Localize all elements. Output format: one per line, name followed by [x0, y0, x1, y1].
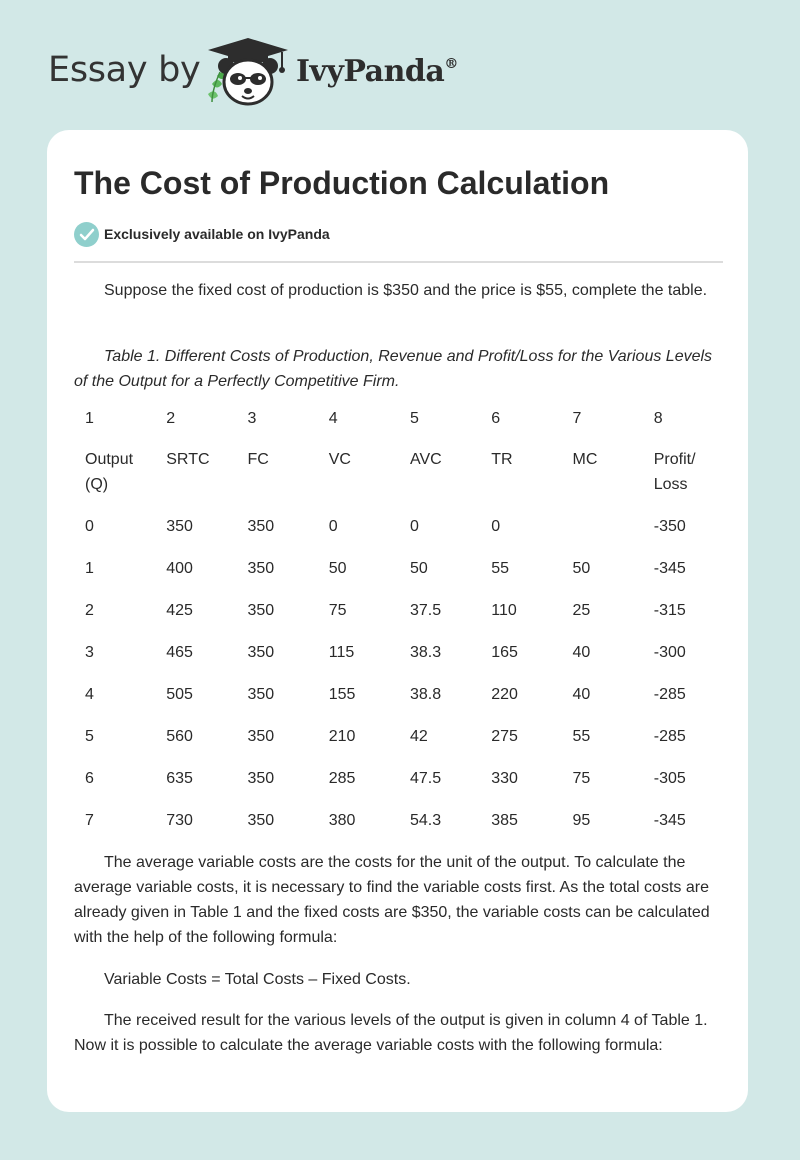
table-cell: 115 [328, 644, 355, 661]
table-cell: 330 [491, 770, 518, 787]
table-cell: 37.5 [410, 602, 442, 619]
table-cell: 5 [85, 728, 94, 745]
table-row [74, 640, 724, 682]
page-title: The Cost of Production Calculation [74, 165, 610, 201]
table-cell: 400 [166, 560, 193, 577]
table-cell: -345 [653, 812, 686, 829]
column-header: AVC [410, 451, 442, 468]
table-cell: 350 [247, 644, 275, 661]
table-cell: 4 [85, 686, 94, 703]
table-row [74, 808, 724, 850]
paragraph-avc-text: The average variable costs are the costs for the unit of the output. To calculate the average variable costs, it is necessary to find the variable costs first. As the total costs are already given in Table 1 and the fixed costs are $350, the variable costs can be calculated with the help of the following formula: [74, 854, 710, 946]
table-cell: 25 [572, 602, 591, 619]
table-cell: 0 [410, 518, 419, 535]
table-row [74, 766, 724, 808]
table-cell: 7 [85, 812, 94, 829]
table-cell: 38.3 [410, 644, 442, 661]
table-cell: 75 [572, 770, 591, 787]
formula-line [74, 967, 724, 992]
table-cell: 54.3 [410, 812, 442, 829]
table-cell: 350 [247, 686, 275, 703]
column-header: MC [572, 451, 598, 468]
table-cell: -345 [653, 560, 686, 577]
divider [74, 261, 723, 263]
table-cell: 210 [328, 728, 356, 745]
essay-by-label: Essay by [48, 50, 201, 90]
table-cell: 42 [410, 728, 428, 745]
formula-text: Variable Costs = Total Costs – Fixed Costs. [104, 971, 411, 988]
table-cell: 505 [166, 686, 193, 703]
table-cell: 0 [328, 518, 338, 535]
table-row [74, 682, 724, 724]
brand-text: IvyPanda [296, 54, 445, 89]
table-cell: 350 [247, 518, 275, 535]
column-header: SRTC [166, 451, 210, 468]
intro-text: Suppose the fixed cost of production is $350 and the price is $55, complete the table. [104, 282, 708, 299]
table-cell: 220 [491, 686, 518, 703]
table-cell: -285 [653, 686, 686, 703]
table-cell: 350 [166, 518, 193, 535]
table-cell: 0 [85, 518, 94, 535]
table-cell: 165 [491, 644, 518, 661]
site-header [48, 36, 508, 108]
table-cell: -315 [653, 602, 686, 619]
table-cell: 3 [85, 644, 94, 661]
table-cell: -285 [653, 728, 686, 745]
table-caption [74, 344, 724, 394]
table-cell: -300 [653, 644, 686, 661]
table-row [74, 514, 724, 556]
table-cell: 50 [572, 560, 591, 577]
column-number: 2 [166, 410, 176, 427]
column-header: VC [328, 451, 351, 468]
table-cell: 55 [572, 728, 591, 745]
table-cell: 425 [166, 602, 193, 619]
column-number: 6 [491, 410, 501, 427]
paragraph-result-text: The received result for the various levels of the output is given in column 4 of Table 1. Now it is possible to calculate the average variable costs with the following formula: [74, 1012, 708, 1054]
table-cell: 350 [247, 560, 275, 577]
panda-logo-icon[interactable] [202, 36, 294, 108]
table-cell: 350 [247, 728, 275, 745]
table-cell: 40 [572, 686, 591, 703]
table-cell: 560 [166, 728, 193, 745]
table-cell: 730 [166, 812, 193, 829]
column-number: 5 [410, 410, 419, 427]
table-row [74, 724, 724, 766]
registered-mark: ® [444, 56, 458, 72]
paragraph-avc [74, 850, 724, 950]
paragraph-result [74, 1008, 724, 1058]
table-cell: 0 [491, 518, 501, 535]
table-cell: 350 [247, 812, 275, 829]
table-cell: 6 [85, 770, 94, 787]
column-number: 8 [653, 410, 663, 427]
column-header: Profit/ Loss [653, 451, 696, 493]
table-header-row [74, 447, 724, 514]
table-cell: 75 [328, 602, 347, 619]
table-cell: 1 [85, 560, 94, 577]
table-cell: -305 [653, 770, 686, 787]
column-number: 3 [247, 410, 257, 427]
column-number: 1 [85, 410, 94, 427]
column-header: FC [247, 451, 269, 468]
intro-paragraph [74, 278, 724, 303]
table-cell [562, 514, 643, 556]
column-header: Output (Q) [85, 451, 134, 493]
table-cell: -350 [653, 518, 686, 535]
table-cell: 465 [166, 644, 193, 661]
column-number: 4 [328, 410, 338, 427]
check-icon [74, 222, 99, 247]
table-cell: 635 [166, 770, 193, 787]
table-cell: 50 [328, 560, 347, 577]
table-cell: 110 [491, 602, 517, 619]
table-cell: 350 [247, 770, 275, 787]
cost-table [74, 406, 724, 850]
table-cell: 380 [328, 812, 356, 829]
table-column-numbers [74, 406, 724, 447]
table-cell: 385 [491, 812, 518, 829]
table-cell: 55 [491, 560, 510, 577]
table-cell: 155 [328, 686, 356, 703]
table-cell: 350 [247, 602, 275, 619]
table-row [74, 556, 724, 598]
table-cell: 38.8 [410, 686, 442, 703]
column-number: 7 [572, 410, 582, 427]
table-cell: 275 [491, 728, 518, 745]
essay-card [47, 130, 748, 1112]
table-cell: 2 [85, 602, 94, 619]
table-cell: 50 [410, 560, 428, 577]
table-row [74, 598, 724, 640]
table-cell: 40 [572, 644, 591, 661]
table-caption-text: Table 1. Different Costs of Production, Revenue and Profit/Loss for the Various Levels of the Output for a Perfectly Competitive Firm. [74, 348, 713, 390]
brand-name[interactable] [296, 54, 458, 89]
exclusive-badge-label: Exclusively available on IvyPanda [104, 226, 330, 242]
column-header: TR [491, 451, 513, 468]
table-cell: 47.5 [410, 770, 442, 787]
table-cell: 95 [572, 812, 591, 829]
table-cell: 285 [328, 770, 356, 787]
